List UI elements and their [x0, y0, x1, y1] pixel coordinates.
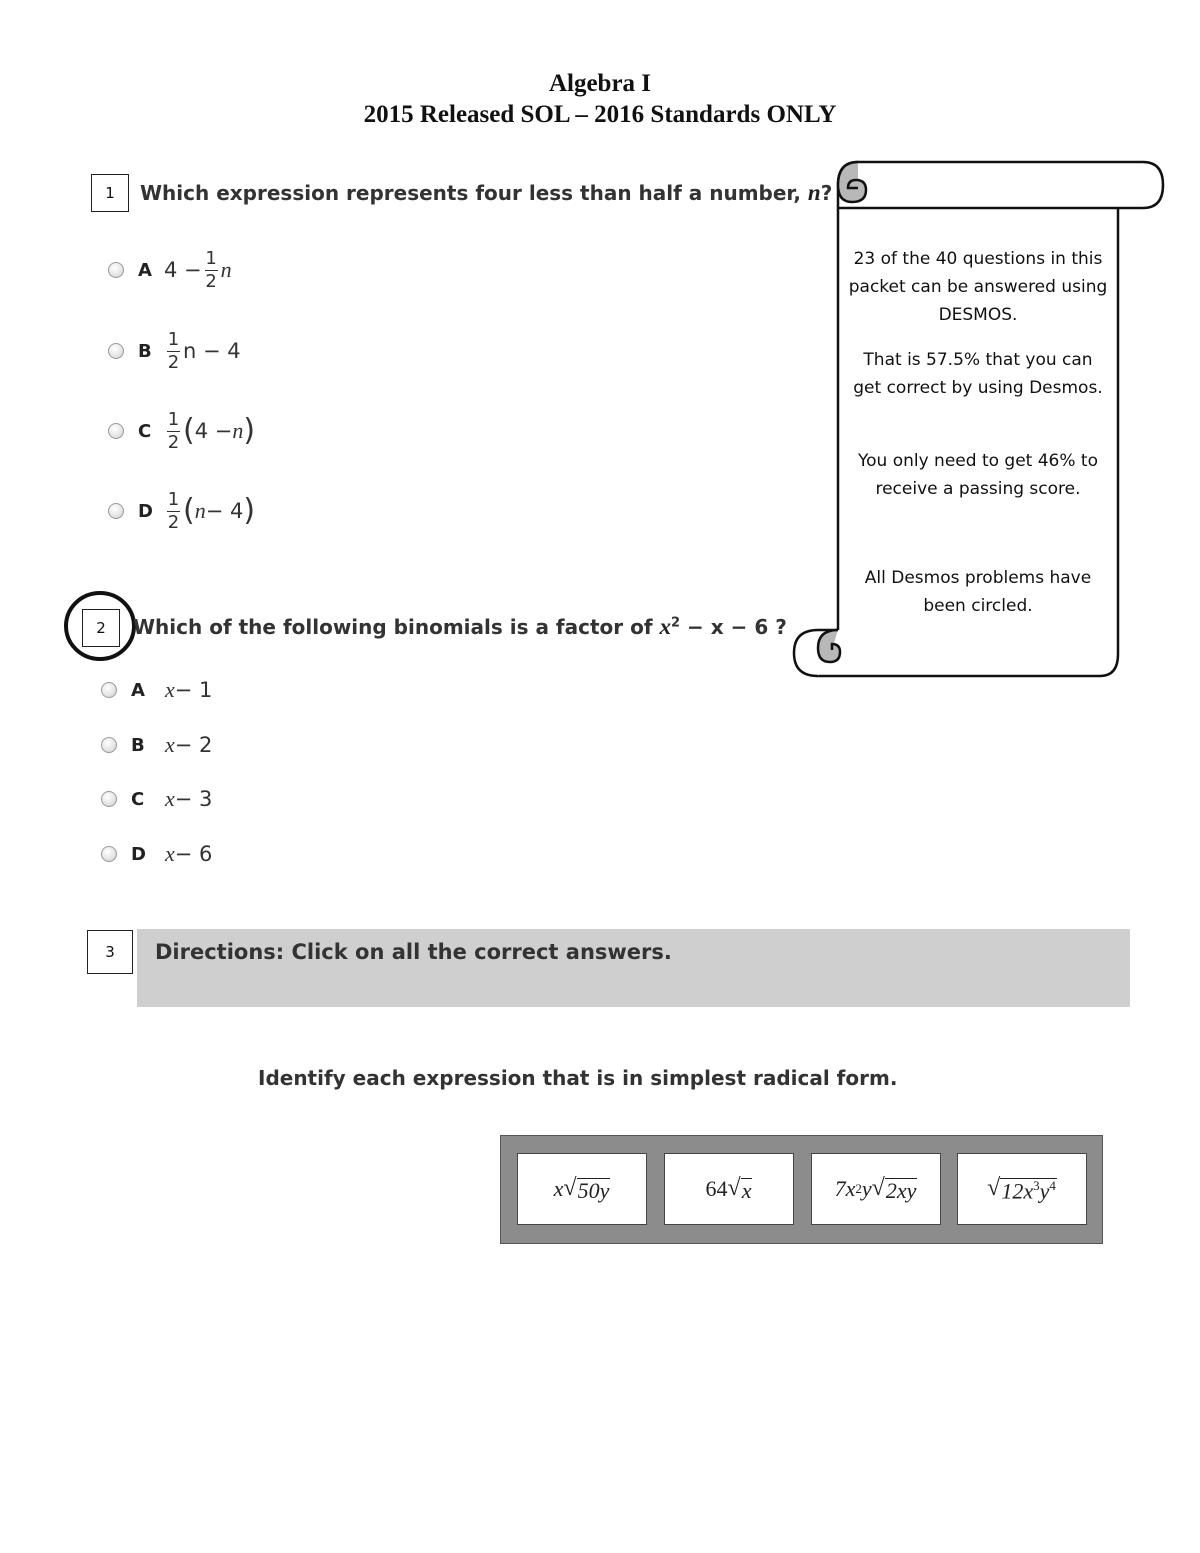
open-paren: ( [183, 413, 195, 448]
expr-variable: x [165, 732, 175, 757]
close-paren: ) [243, 493, 256, 528]
card-exponent: 3 [1033, 1177, 1040, 1193]
card-exponent: 2 [855, 1181, 862, 1196]
option-letter: B [131, 734, 145, 756]
question-2-stem: Which of the following binomials is a factor of [133, 615, 660, 639]
question-number-3: 3 [87, 930, 133, 974]
radical: √ x [727, 1174, 752, 1203]
question-2-text [133, 614, 787, 640]
card-variable: y [1039, 1178, 1050, 1204]
radio-button[interactable] [101, 846, 117, 862]
directions-text: Directions: Click on all the correct answers. [155, 940, 672, 964]
open-paren: ( [183, 493, 195, 528]
question-number-2: 2 [82, 609, 120, 647]
q2-option-d[interactable] [101, 834, 212, 874]
expr-variable: n [194, 498, 206, 523]
option-expression [165, 677, 212, 703]
expr-term: − 3 [174, 787, 213, 811]
answer-card-1[interactable] [517, 1153, 647, 1225]
expr-term: − 2 [174, 733, 213, 757]
question-1-end: ? [820, 181, 833, 205]
question-1-text [140, 180, 832, 206]
expr-variable: n [220, 257, 232, 282]
expr-term: 4 − [164, 258, 202, 282]
option-letter: C [138, 420, 152, 442]
option-expression [164, 488, 256, 533]
option-expression [165, 786, 212, 812]
fraction [205, 247, 218, 292]
fraction [167, 408, 180, 453]
card-radicand: 50y [577, 1177, 610, 1203]
card-coefficient: 7x [834, 1176, 856, 1201]
radical: √ 50y [563, 1174, 610, 1203]
radical: √ $12x^3y^4$ [987, 1174, 1056, 1204]
card-coefficient: x [553, 1176, 564, 1201]
radio-button[interactable] [108, 343, 124, 359]
expr-term: − 1 [174, 678, 213, 702]
expr-variable: x [165, 677, 175, 702]
denominator: 2 [167, 351, 180, 373]
expr-term: − 4 [205, 499, 244, 523]
answer-card-2[interactable] [664, 1153, 794, 1225]
card-radicand: 2xy [885, 1177, 917, 1203]
callout-text-4: All Desmos problems have been circled. [864, 568, 1092, 616]
callout-text-2: That is 57.5% that you can get correct by using Desmos. [853, 350, 1103, 398]
q1-option-c[interactable] [108, 408, 256, 453]
question-1-stem: Which expression represents four less than half a number, [140, 181, 808, 205]
question-2-var: x [659, 614, 672, 639]
q1-option-d[interactable] [108, 488, 256, 533]
denominator: 2 [205, 270, 217, 292]
radio-button[interactable] [108, 503, 124, 519]
radio-button[interactable] [108, 423, 124, 439]
q1-option-b[interactable] [108, 328, 241, 373]
q2-option-b[interactable] [101, 725, 212, 765]
option-letter: A [138, 259, 152, 281]
card-radicand: 12x [1001, 1178, 1034, 1204]
option-letter: D [138, 500, 153, 522]
desmos-circle-icon [62, 588, 142, 664]
question-1-variable: n [807, 180, 821, 205]
radio-button[interactable] [101, 791, 117, 807]
answer-card-3[interactable] [811, 1153, 941, 1225]
page-subtitle: 2015 Released SOL – 2016 Standards ONLY [363, 101, 837, 128]
question-2-exponent: 2 [671, 615, 681, 631]
option-expression [164, 408, 256, 453]
denominator: 2 [167, 431, 180, 453]
numerator: 1 [205, 247, 217, 269]
option-expression [164, 328, 241, 373]
fraction [167, 488, 180, 533]
page-title: Algebra I [548, 70, 652, 97]
q2-option-a[interactable] [101, 670, 212, 710]
card-coefficient: 64 [705, 1176, 728, 1201]
card-radicand: x [741, 1177, 752, 1203]
numerator: 1 [167, 328, 180, 350]
expr-variable: x [165, 841, 175, 866]
callout-text-1: 23 of the 40 questions in this packet can be answered using DESMOS. [848, 249, 1108, 325]
option-letter: C [131, 788, 145, 810]
option-letter: A [131, 679, 145, 701]
expr-term: 4 − [194, 419, 233, 443]
radical: √ 2xy [871, 1174, 917, 1203]
close-paren: ) [243, 413, 256, 448]
option-expression [165, 841, 212, 867]
expr-term: − 6 [174, 842, 213, 866]
radio-button[interactable] [108, 262, 124, 278]
option-letter: D [131, 843, 146, 865]
expr-variable: n [232, 418, 244, 443]
q2-option-c[interactable] [101, 779, 212, 819]
numerator: 1 [167, 488, 180, 510]
option-letter: B [138, 340, 152, 362]
card-exponent: 4 [1049, 1177, 1056, 1193]
radio-button[interactable] [101, 737, 117, 753]
radio-button[interactable] [101, 682, 117, 698]
answer-card-4[interactable] [957, 1153, 1087, 1225]
option-expression [164, 247, 232, 292]
option-expression [165, 732, 212, 758]
question-number-1: 1 [91, 174, 129, 212]
question-3-prompt: Identify each expression that is in simplest radical form. [258, 1066, 898, 1090]
question-2-expr-rest: − x − 6 ? [680, 615, 787, 639]
expr-variable: x [165, 786, 175, 811]
numerator: 1 [167, 408, 180, 430]
answer-tray [500, 1135, 1103, 1244]
callout-text-3: You only need to get 46% to receive a passing score. [857, 451, 1098, 499]
expr-term: n − 4 [183, 339, 241, 363]
card-variable: y [861, 1176, 872, 1201]
fraction [167, 328, 180, 373]
q1-option-a[interactable] [108, 247, 232, 292]
denominator: 2 [167, 511, 180, 533]
